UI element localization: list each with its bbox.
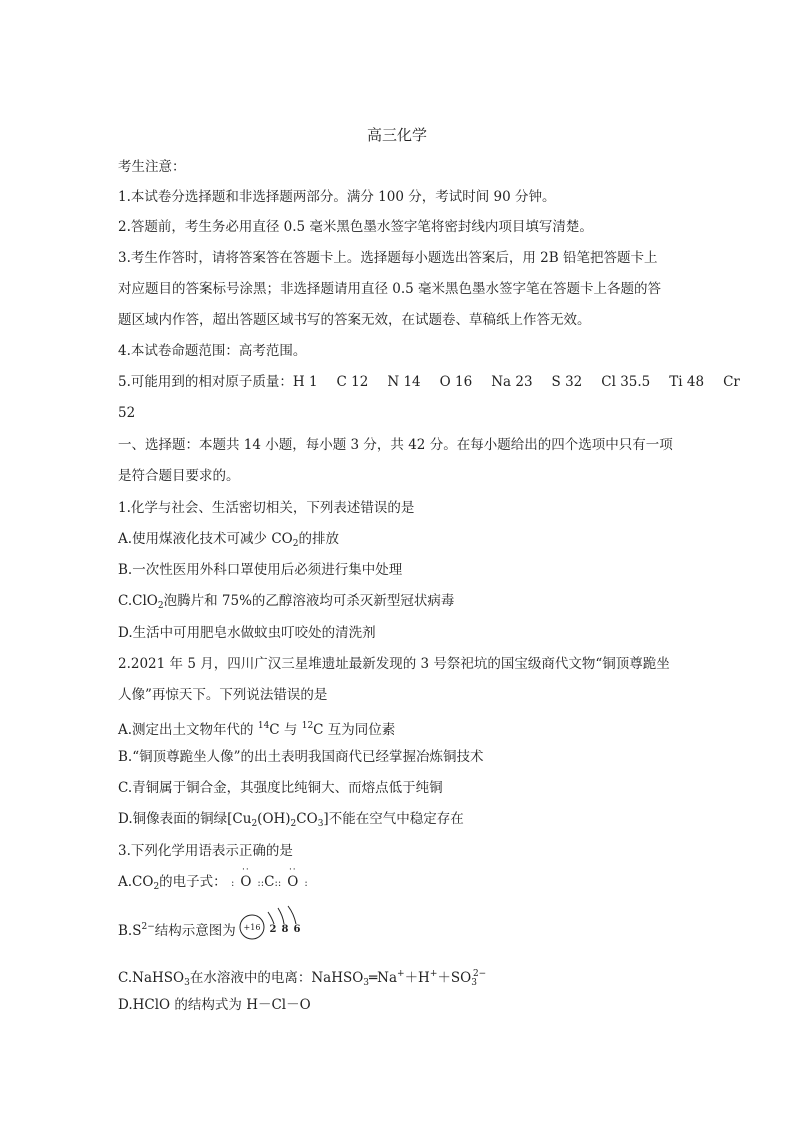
q1-option-a: A.使用煤液化技术可减少 $CO_2$的排放: [118, 531, 339, 549]
shell-2-electrons: 8: [281, 924, 289, 935]
q1-stem: 1.化学与社会、生活密切相关，下列表述错误的是: [118, 500, 415, 516]
note-3-line-2: 对应题目的答案标号涂黑；非选择题请用直径 0.5 毫米黑色墨水签字笔在答题卡上各题的答: [118, 281, 662, 297]
note-2: 2.答题前，考生务必用直径 0.5 毫米黑色墨水签字笔将密封线内项目填写清楚。: [118, 219, 593, 235]
atomic-mass-h: H 1: [292, 374, 318, 390]
page-title: 高三化学: [366, 126, 427, 144]
notice-heading: 考生注意：: [118, 159, 186, 175]
atomic-mass-na: Na 23: [491, 374, 533, 390]
co2-electron-formula: : ·· O ::C:: ·· O :: [230, 865, 308, 890]
q3-stem: 3.下列化学用语表示正确的是: [118, 843, 293, 859]
q2-stem-line-2: 人像”再惊天下。下列说法错误的是: [118, 687, 328, 703]
note-4: 4.本试卷命题范围：高考范围。: [118, 343, 307, 359]
atomic-mass-n: N 14: [387, 374, 421, 390]
nucleus-charge: +16: [243, 923, 261, 932]
atomic-mass-cl: Cl 35.5: [601, 374, 651, 390]
atomic-mass-cr: Cr: [723, 374, 740, 390]
note-3-line-1: 3.考生作答时，请将答案答在答题卡上。选择题每小题选出答案后，用 2B 铅笔把答题卡上: [118, 250, 658, 266]
note-5-prefix: 5.可能用到的相对原子质量：: [118, 374, 293, 390]
q3-option-d: D.HClO 的结构式为 H－Cl－O: [118, 997, 311, 1013]
atomic-mass-ti: Ti 48: [669, 374, 705, 390]
q3-option-c: C.NaHSO$_3$在水溶液中的电离：$NaHSO_3═Na^++H^++SO_3^{2-}$: [118, 969, 487, 988]
note-1: 1.本试卷分选择题和非选择题两部分。满分 100 分，考试时间 90 分钟。: [118, 189, 556, 205]
q3-option-a: $A.CO_2$的电子式： : ·· O ::C:: ·· O :: [118, 865, 308, 892]
atomic-mass-s: S 32: [551, 374, 583, 390]
note-3-line-3: 题区域内作答，超出答题区域书写的答案无效，在试题卷、草稿纸上作答无效。: [118, 312, 591, 328]
shell-3-electrons: 6: [293, 924, 301, 935]
q2-option-a: A.测定出土文物年代的 $^{14}$C 与 $^{12}$C 互为同位素: [118, 721, 396, 738]
q2-option-d: D.铜像表面的铜绿$[Cu_2(OH)_2CO_3]$不能在空气中稳定存在: [118, 811, 464, 829]
note-5-line-2: 52: [118, 405, 136, 421]
note-5-line-1: [118, 373, 740, 391]
q2-option-b: B.“铜顶尊跪坐人像”的出土表明我国商代已经掌握冶炼铜技术: [118, 749, 484, 765]
q2-stem-line-1: 2.2021 年 5 月，四川广汉三星堆遗址最新发现的 3 号祭祀坑的国宝级商代文物“铜顶尊跪坐: [118, 656, 670, 672]
shell-1-electrons: 2: [269, 924, 277, 935]
section-heading-line-2: 是符合题目要求的。: [118, 468, 240, 484]
q3-option-b: $B.S^{2-}$结构示意图为: [118, 922, 236, 939]
atomic-mass-o: O 16: [439, 374, 473, 390]
q1-option-b: B.一次性医用外科口罩使用后必须进行集中处理: [118, 562, 403, 578]
sulfide-ion-structure-diagram: [238, 902, 308, 948]
section-heading-line-1: 一、选择题：本题共 14 小题，每小题 3 分，共 42 分。在每小题给出的四个选项中只有一项: [118, 437, 673, 453]
q1-option-d: D.生活中可用肥皂水做蚊虫叮咬处的清洗剂: [118, 625, 376, 641]
atomic-mass-c: C 12: [336, 374, 369, 390]
q2-option-c: C.青铜属于铜合金，其强度比纯铜大、而熔点低于纯铜: [118, 780, 443, 796]
q1-option-c: C.ClO$_2$泡腾片和 75%的乙醇溶液均可杀灭新型冠状病毒: [118, 593, 455, 611]
